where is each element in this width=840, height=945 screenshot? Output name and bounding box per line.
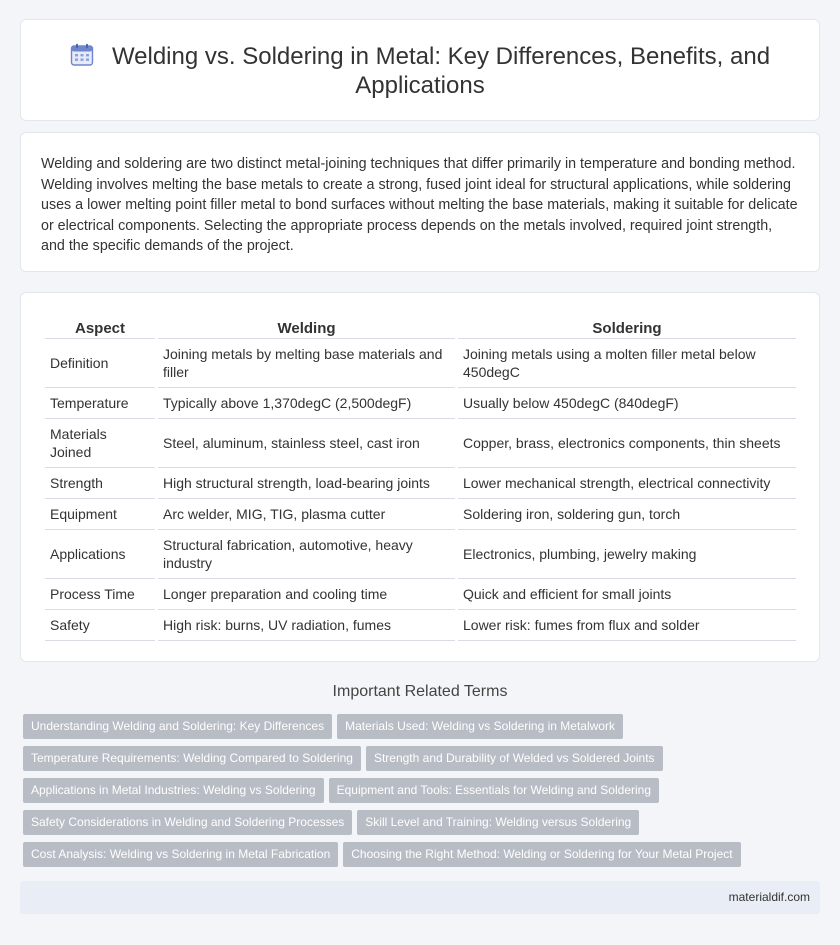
comparison-table-card [20, 292, 820, 662]
soldering-cell: Quick and efficient for small joints [458, 579, 796, 610]
table-row [45, 388, 796, 419]
related-term-link[interactable]: Temperature Requirements: Welding Compared to Soldering [23, 746, 361, 771]
soldering-cell: Copper, brass, electronics components, thin sheets [458, 419, 796, 468]
table-row [45, 419, 796, 468]
related-term-link[interactable]: Safety Considerations in Welding and Soldering Processes [23, 810, 352, 835]
footer-bar [20, 881, 820, 914]
calendar-icon [70, 43, 94, 67]
welding-cell: Steel, aluminum, stainless steel, cast iron [158, 419, 455, 468]
aspect-cell: Definition [45, 339, 155, 388]
page-title: Welding vs. Soldering in Metal: Key Differences, Benefits, and Applications [111, 43, 771, 99]
table-row [45, 468, 796, 499]
table-row [45, 610, 796, 641]
welding-cell: Typically above 1,370degC (2,500degF) [158, 388, 455, 419]
related-term-link[interactable]: Materials Used: Welding vs Soldering in Metalwork [337, 714, 623, 739]
soldering-cell: Lower risk: fumes from flux and solder [458, 610, 796, 641]
header-card [20, 19, 820, 121]
related-terms-list [23, 714, 823, 874]
welding-cell: High structural strength, load-bearing joints [158, 468, 455, 499]
soldering-cell: Electronics, plumbing, jewelry making [458, 530, 796, 579]
comparison-table [42, 313, 799, 641]
aspect-cell: Materials Joined [45, 419, 155, 468]
related-term-link[interactable]: Skill Level and Training: Welding versus Soldering [357, 810, 639, 835]
soldering-cell: Soldering iron, soldering gun, torch [458, 499, 796, 530]
table-row [45, 499, 796, 530]
welding-cell: Arc welder, MIG, TIG, plasma cutter [158, 499, 455, 530]
aspect-cell: Applications [45, 530, 155, 579]
header-aspect: Aspect [45, 313, 155, 339]
related-term-link[interactable]: Cost Analysis: Welding vs Soldering in Metal Fabrication [23, 842, 338, 867]
aspect-cell: Safety [45, 610, 155, 641]
table-header-row [45, 313, 796, 339]
related-term-link[interactable]: Applications in Metal Industries: Welding vs Soldering [23, 778, 324, 803]
related-term-link[interactable]: Equipment and Tools: Essentials for Welding and Soldering [329, 778, 659, 803]
soldering-cell: Lower mechanical strength, electrical connectivity [458, 468, 796, 499]
aspect-cell: Temperature [45, 388, 155, 419]
related-term-link[interactable]: Understanding Welding and Soldering: Key Differences [23, 714, 332, 739]
aspect-cell: Equipment [45, 499, 155, 530]
welding-cell: High risk: burns, UV radiation, fumes [158, 610, 455, 641]
page-title-wrap [61, 42, 779, 100]
welding-cell: Longer preparation and cooling time [158, 579, 455, 610]
table-row [45, 339, 796, 388]
header-soldering: Soldering [458, 313, 796, 339]
welding-cell: Joining metals by melting base materials and filler [158, 339, 455, 388]
table-row [45, 579, 796, 610]
intro-card [20, 132, 820, 272]
aspect-cell: Strength [45, 468, 155, 499]
aspect-cell: Process Time [45, 579, 155, 610]
header-welding: Welding [158, 313, 455, 339]
soldering-cell: Joining metals using a molten filler metal below 450degC [458, 339, 796, 388]
related-term-link[interactable]: Strength and Durability of Welded vs Soldered Joints [366, 746, 663, 771]
intro-paragraph: Welding and soldering are two distinct metal-joining techniques that differ primarily in temperature and bonding method. Welding involves melting the base metals to create a strong, fused joint ideal for structural applications, while soldering uses a lower melting point filler metal to bond surfaces without melting the base materials, making it suitable for delicate or electrical components. Selecting the appropriate process depends on the metals involved, required joint strength, and the specific demands of the project. [41, 156, 798, 254]
related-term-link[interactable]: Choosing the Right Method: Welding or Soldering for Your Metal Project [343, 842, 740, 867]
related-terms-title: Important Related Terms [332, 683, 508, 700]
site-domain[interactable]: materialdif.com [728, 890, 810, 904]
soldering-cell: Usually below 450degC (840degF) [458, 388, 796, 419]
welding-cell: Structural fabrication, automotive, heavy industry [158, 530, 455, 579]
table-row [45, 530, 796, 579]
